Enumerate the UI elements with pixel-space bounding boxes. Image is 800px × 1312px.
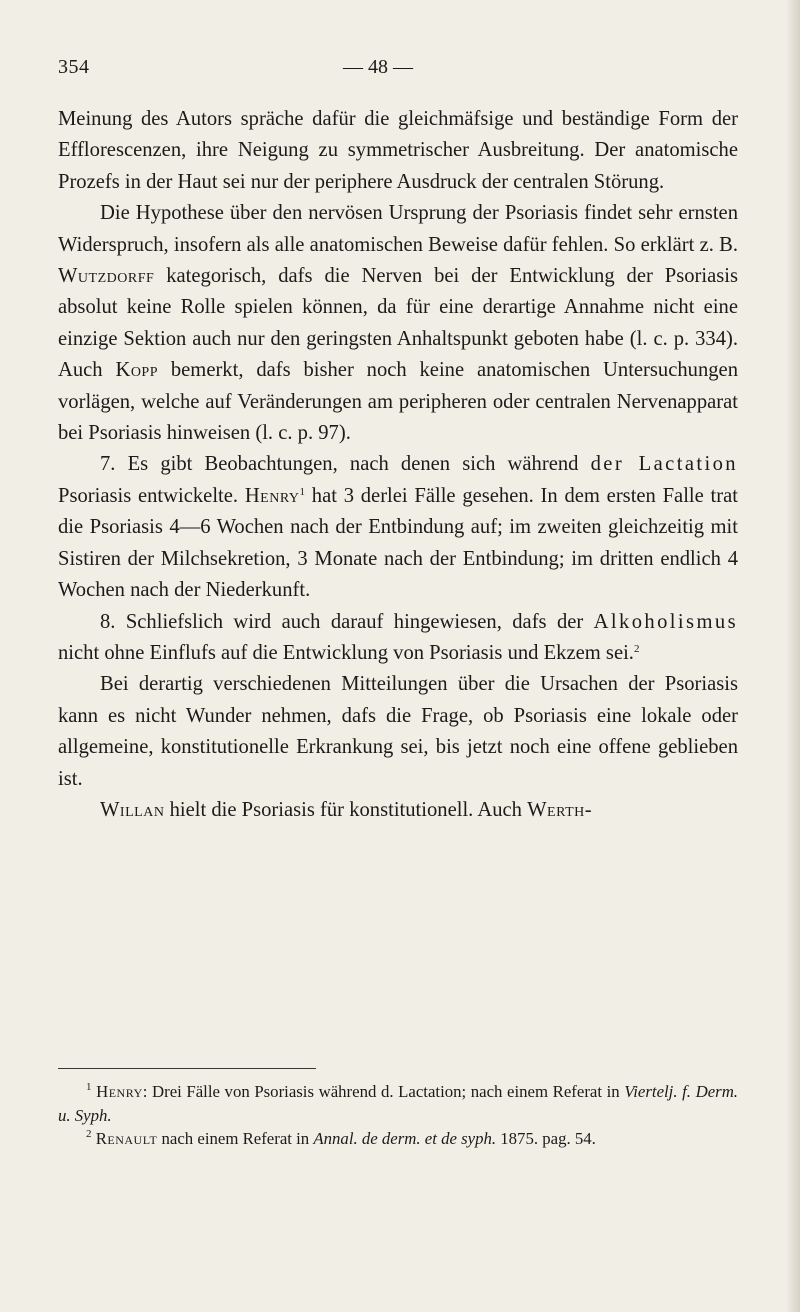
author-name: Renault [95,1129,158,1148]
footnote-1: $^1$ Henry: Drei Fälle von Psoriasis während d. Lactation; nach einem Referat in Viertelj. f. Derm. u. Syph. [58,1081,739,1125]
paragraph-6: Willan hielt die Psoriasis für konstitutionell. Auch Werth- [100,798,593,821]
footnotes [58,1080,738,1151]
author-name: Henry [96,1082,143,1101]
page-number-left: 354 [58,56,90,78]
footnote-divider [58,1068,316,1069]
page-number-center: — 48 — [343,56,413,78]
journal-title: Annal. de derm. et de syph. [313,1129,497,1148]
footnote-mark: 1 [86,1081,92,1093]
page-edge-shadow [786,0,800,1312]
footnote-ref: 1 [299,485,306,498]
paragraph-3: 7. Es gibt Beobachtungen, nach denen sich während der Lactation Psoriasis entwickelte. Henry$^1$ hat 3 derlei Fälle gesehen. In dem ersten Falle trat die Psoriasis 4—6 Wochen nach der Entbindung auf; im zweiten gleichzeitig mit Sistiren der Milchsekretion, 3 Monate nach der Entbindung; im dritten endlich 4 Wochen nach der Niederkunft. [58,453,738,602]
footnote-ref: 2 [633,642,640,655]
page-header [58,56,698,84]
journal-title: Viertelj. f. Derm. u. Syph. [58,1082,739,1125]
paragraph-5: Bei derartig verschiedenen Mitteilungen über die Ursachen der Psoriasis kann es nicht Wunder nehmen, dafs die Frage, ob Psoriasis eine lokale oder allgemeine, konstitutionelle Erkrankung sei, bis jetzt noch eine offene geblieben ist. [58,673,738,790]
paragraph-4: 8. Schliefslich wird auch darauf hingewiesen, dafs der Alkoholismus nicht ohne Einflufs auf die Entwicklung von Psoriasis und Ekzem sei.$^2$ [58,610,738,664]
paragraph-2: Die Hypothese über den nervösen Ursprung der Psoriasis findet sehr ernsten Widerspruch, insofern als alle anatomischen Beweise dafür fehlen. So erklärt z. B. Wutzdorff kategorisch, dafs die Nerven bei der Entwicklung der Psoriasis absolut keine Rolle spielen können, da für eine derartige Annahme nicht eine einzige Sektion auch nur den geringsten Anhaltspunkt geboten habe (l. c. p. 334). Auch Kopp bemerkt, dafs bisher noch keine anatomischen Untersuchungen vorlägen, welche auf Veränderungen am peripheren oder centralen Nervenapparat bei Psoriasis hinweisen (l. c. p. 97). [58,202,738,445]
footnote-2: $^2$ Renault nach einem Referat in Annal. de derm. et de syph. 1875. pag. 54. [86,1128,596,1148]
footnote-mark: 2 [86,1128,92,1140]
paragraph-1: Meinung des Autors spräche dafür die gleichmäfsige und beständige Form der Efflorescenzen, ihre Neigung zu symmetrischer Ausbreitung. Der anatomische Prozefs in der Haut sei nur der periphere Ausdruck der centralen Störung. [58,108,738,193]
body-text [58,104,738,826]
emphasis-spaced: der Lactation [590,453,738,476]
author-name: Wutzdorff [58,265,155,288]
author-name: Henry [244,484,300,507]
author-name: Werth- [527,798,593,821]
author-name: Willan [100,798,165,821]
emphasis-spaced: Alkoholismus [593,610,738,633]
author-name: Kopp [115,359,159,382]
